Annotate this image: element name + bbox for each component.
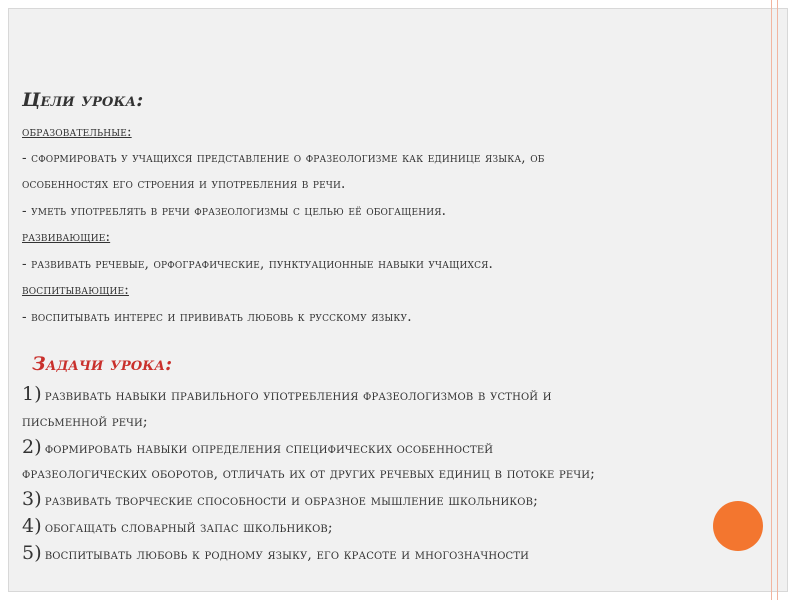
right-rule-inner	[771, 0, 772, 600]
educational-item-1b: особенностях его строения и употребления в речи.	[22, 176, 346, 192]
task-number: 3)	[22, 488, 42, 510]
educational-item-1a: - сформировать у учащихся представление о фразеологизме как единице языка, об	[22, 150, 545, 166]
task-text: воспитывать любовь к родному языку, его красоте и многозначности	[44, 547, 530, 563]
upbringing-heading-text: воспитывающие:	[22, 282, 129, 298]
upbringing-item-1: - воспитывать интерес и прививать любовь к русскому языку.	[22, 309, 412, 325]
task-text: развивать творческие способности и образное мышление школьников;	[44, 493, 538, 509]
right-rule-outer	[777, 0, 778, 600]
task-number: 2)	[22, 436, 42, 458]
educational-heading	[22, 124, 132, 140]
educational-heading-text: образовательные:	[22, 124, 132, 140]
task-item-5	[22, 542, 530, 564]
developing-item-1: - развивать речевые, орфографические, пунктуационные навыки учащихся.	[22, 256, 493, 272]
task-item-4	[22, 515, 333, 537]
task-text: обогащать словарный запас школьников;	[44, 520, 333, 536]
developing-heading	[22, 229, 110, 245]
goals-title: Цели урока:	[22, 89, 144, 111]
tasks-title: Задачи урока:	[32, 353, 173, 375]
task-item-1-cont: письменной речи;	[22, 414, 148, 430]
task-item-2	[22, 436, 494, 458]
task-item-1	[22, 383, 552, 405]
task-text: формировать навыки определения специфических особенностей	[44, 441, 494, 457]
task-number: 4)	[22, 515, 42, 537]
upbringing-heading	[22, 282, 129, 298]
task-number: 5)	[22, 542, 42, 564]
task-text: развивать навыки правильного употребления фразеологизмов в устной и	[44, 388, 552, 404]
task-item-3	[22, 488, 538, 510]
educational-item-2: - уметь употреблять в речи фразеологизмы с целью её обогащения.	[22, 203, 447, 219]
task-item-2-cont: фразеологических оборотов, отличать их от других речевых единиц в потоке речи;	[22, 466, 595, 482]
developing-heading-text: развивающие:	[22, 229, 111, 245]
orange-circle-decoration	[713, 501, 763, 551]
task-number: 1)	[22, 383, 42, 405]
